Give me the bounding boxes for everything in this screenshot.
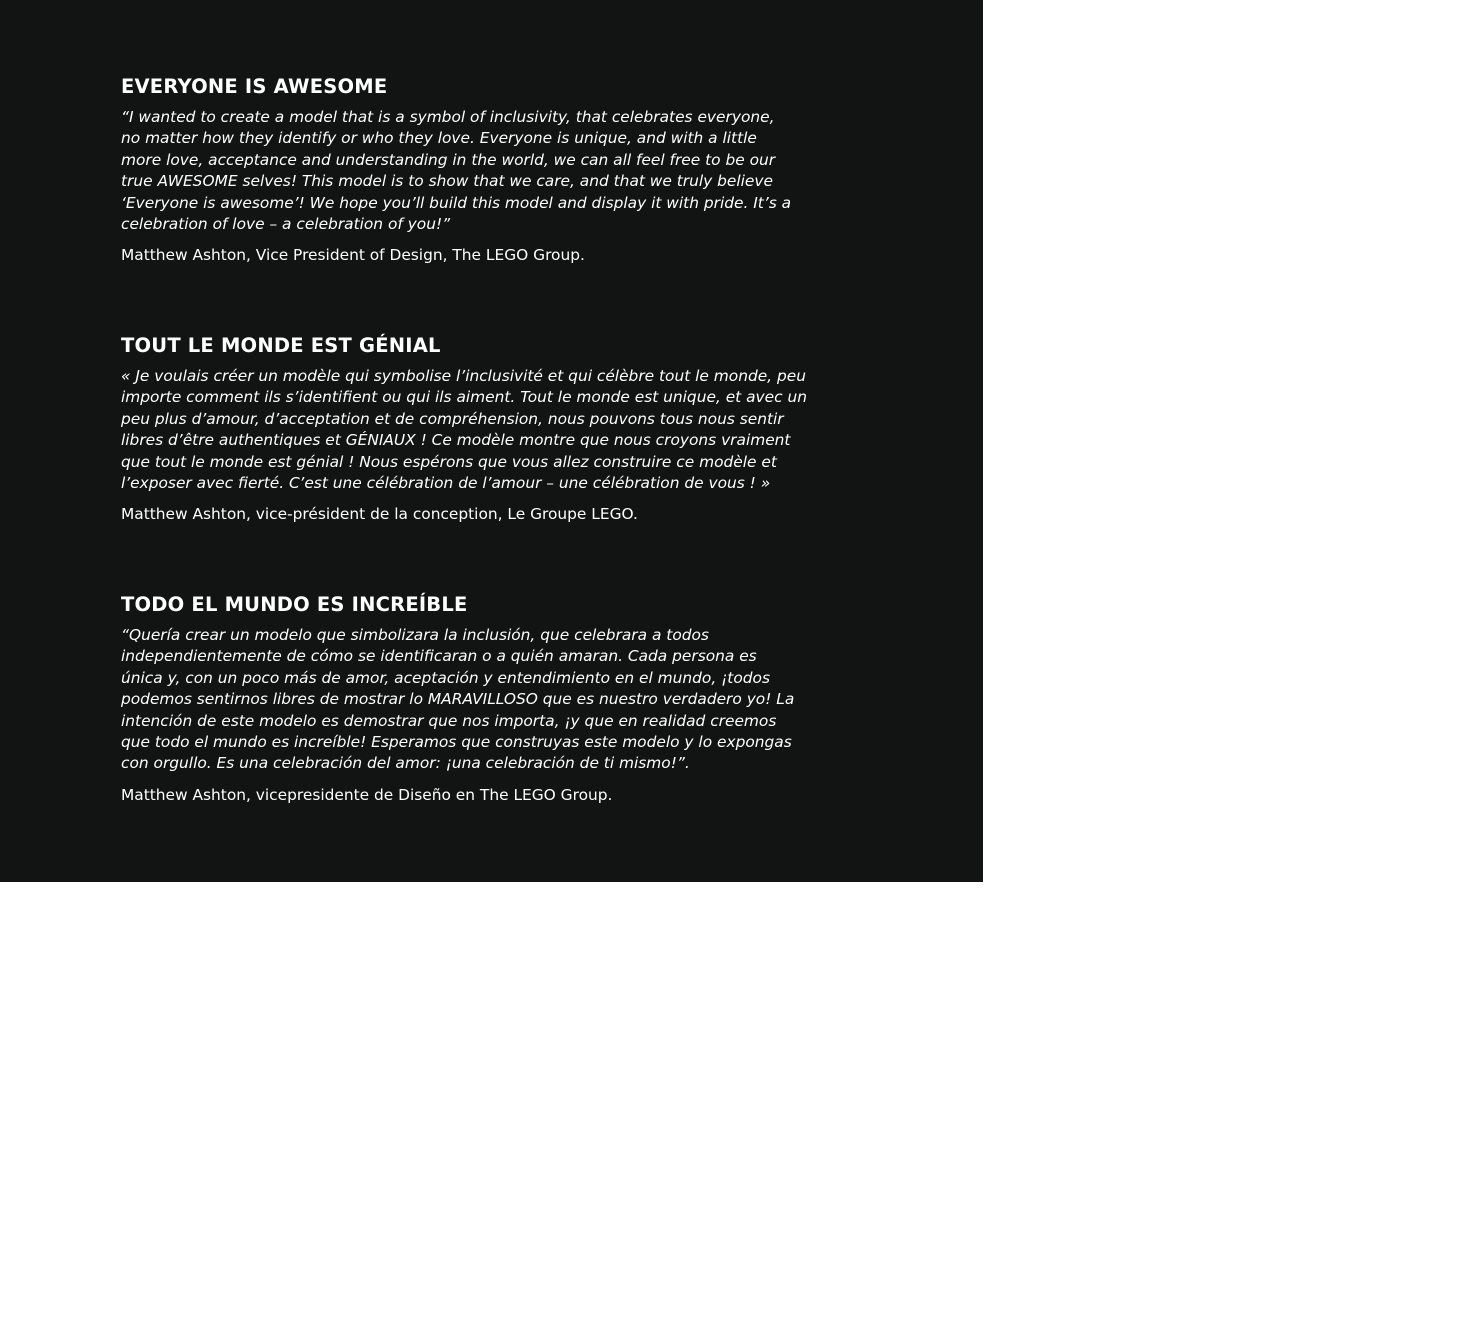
quote-line: more love, acceptance and understanding in the world, we can all feel free to be our xyxy=(121,150,776,169)
section-attribution: Matthew Ashton, vice-président de la conception, Le Groupe LEGO. xyxy=(121,505,638,524)
quote-line: « Je voulais créer un modèle qui symbolise l’inclusivité et qui célèbre tout le monde, peu xyxy=(121,367,806,385)
section-spanish xyxy=(121,593,861,806)
quote-line: independientemente de cómo se identificaran o a quién amaran. Cada persona es xyxy=(121,647,757,666)
quote-line: podemos sentirnos libres de mostrar lo MARAVILLOSO que es nuestro verdadero yo! La xyxy=(121,690,795,709)
section-heading: EVERYONE IS AWESOME xyxy=(121,75,388,98)
quote-line: no matter how they identify or who they love. Everyone is unique, and with a little xyxy=(121,129,757,148)
section-quote xyxy=(121,625,861,775)
quote-line: con orgullo. Es una celebración del amor: ¡una celebración de ti mismo!”. xyxy=(121,754,690,773)
section-french xyxy=(121,334,861,526)
section-quote xyxy=(121,107,861,235)
quote-line: libres d’être authentiques et GÉNIAUX ! Ce modèle montre que nous croyons vraiment xyxy=(121,431,791,450)
section-heading: TODO EL MUNDO ES INCREÍBLE xyxy=(121,593,468,616)
quote-line: peu plus d’amour, d’acceptation et de compréhension, nous pouvons tous nous sentir xyxy=(121,409,784,428)
section-attribution: Matthew Ashton, vicepresidente de Diseño en The LEGO Group. xyxy=(121,785,613,804)
section-quote xyxy=(121,366,861,494)
quote-line: “Quería crear un modelo que simbolizara la inclusión, que celebrara a todos xyxy=(121,626,709,644)
section-heading: TOUT LE MONDE EST GÉNIAL xyxy=(121,334,441,357)
quote-line: intención de este modelo es demostrar que nos importa, ¡y que en realidad creemos xyxy=(121,711,777,730)
quote-line: única y, con un poco más de amor, aceptación y entendimiento en el mundo, ¡todos xyxy=(121,668,770,687)
quote-line: l’exposer avec fierté. C’est une célébration de l’amour – une célébration de vous ! » xyxy=(121,474,771,493)
quote-line: ‘Everyone is awesome’! We hope you’ll build this model and display it with pride. It’s a xyxy=(121,193,792,212)
quote-line: celebration of love – a celebration of you!” xyxy=(121,215,451,234)
quote-line: que todo el mundo es increíble! Esperamos que construyas este modelo y lo expongas xyxy=(121,733,792,752)
quote-line: que tout le monde est génial ! Nous espérons que vous allez construire ce modèle et xyxy=(121,452,777,471)
dark-panel xyxy=(0,0,983,882)
quote-line: true AWESOME selves! This model is to show that we care, and that we truly believe xyxy=(121,172,773,191)
quote-line: “I wanted to create a model that is a symbol of inclusivity, that celebrates everyone, xyxy=(121,108,775,126)
quote-line: importe comment ils s’identifient ou qui ils aiment. Tout le monde est unique, et avec un xyxy=(121,388,807,407)
section-attribution: Matthew Ashton, Vice President of Design, The LEGO Group. xyxy=(121,246,585,265)
section-english xyxy=(121,75,861,267)
